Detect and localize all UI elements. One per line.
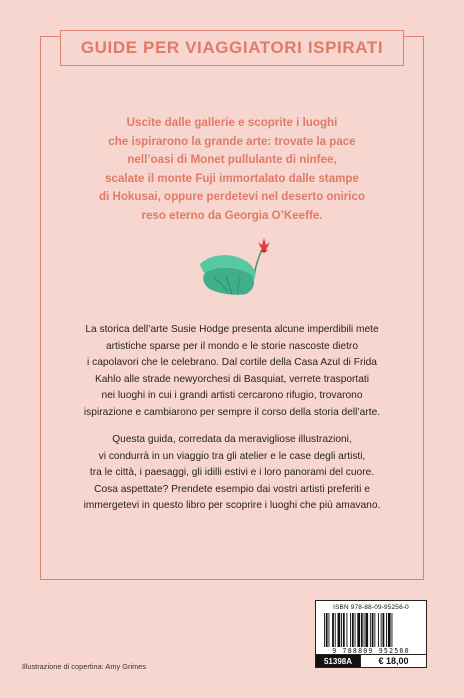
teaser-line: di Hokusai, oppure perdetevi nel deserto onirico <box>98 190 366 203</box>
paragraph-line: nei luoghi in cui i grandi artisti cercarono rifugio, trovarono <box>101 390 363 401</box>
product-code: 51398A <box>316 655 360 667</box>
paragraph-line: vi condurrà in un viaggio tra gli atelier e le case degli artisti, <box>98 450 366 462</box>
barcode-box <box>315 600 427 668</box>
series-title-box <box>60 30 404 66</box>
paragraph-line: Cosa aspettate? Prendete esempio dai vostri artisti preferiti e <box>94 483 370 495</box>
teaser-line: che ispirarono la grande arte: trovate la pace <box>108 134 356 148</box>
paragraph-line: tra le città, i paesaggi, gli idilli estivi e i loro panorami del cuore. <box>89 467 375 478</box>
paragraph-line: artistiche sparse per il mondo e le storie nascoste dietro <box>106 340 358 352</box>
series-title: GUIDE PER VIAGGIATORI ISPIRATI <box>80 38 384 57</box>
water-lily-icon <box>192 238 284 300</box>
teaser-line: nell’oasi di Monet pullulante di ninfee, <box>127 153 337 166</box>
barcode-icon <box>322 613 422 649</box>
paragraph-line: Questa guida, corredata da meravigliose illustrazioni, <box>112 434 352 445</box>
cover-credit: Illustrazione di copertina: Amy Grimes <box>22 662 147 671</box>
isbn-label: ISBN 978-88-09-95256-0 <box>333 604 409 611</box>
paragraph-line: Kahlo alle strade newyorchesi di Basquiat, verrete trasportati <box>94 373 370 385</box>
paragraph-line: La storica dell’arte Susie Hodge presenta alcune imperdibili mete <box>85 324 379 335</box>
teaser-text <box>60 114 404 225</box>
paragraph-line: ispirazione e cambiarono per sempre il corso della storia dell’arte. <box>83 406 381 418</box>
description-paragraph-2 <box>52 432 412 515</box>
barcode-digits: 9 788809 952560 <box>332 647 410 655</box>
price: € 18,00 <box>360 655 426 667</box>
description-paragraph-1 <box>52 322 412 421</box>
teaser-line: Uscite dalle gallerie e scoprite i luoghi <box>126 116 338 129</box>
teaser-line: reso eterno da Georgia O’Keeffe. <box>141 208 323 222</box>
barcode-footer <box>316 654 426 667</box>
paragraph-line: i capolavori che le celebrano. Dal cortile della Casa Azul di Frida <box>87 357 377 368</box>
paragraph-line: immergetevi in questo libro per scoprire i luoghi che più amavano. <box>83 500 381 511</box>
teaser-line: scalate il monte Fuji immortalato dalle stampe <box>105 171 359 185</box>
